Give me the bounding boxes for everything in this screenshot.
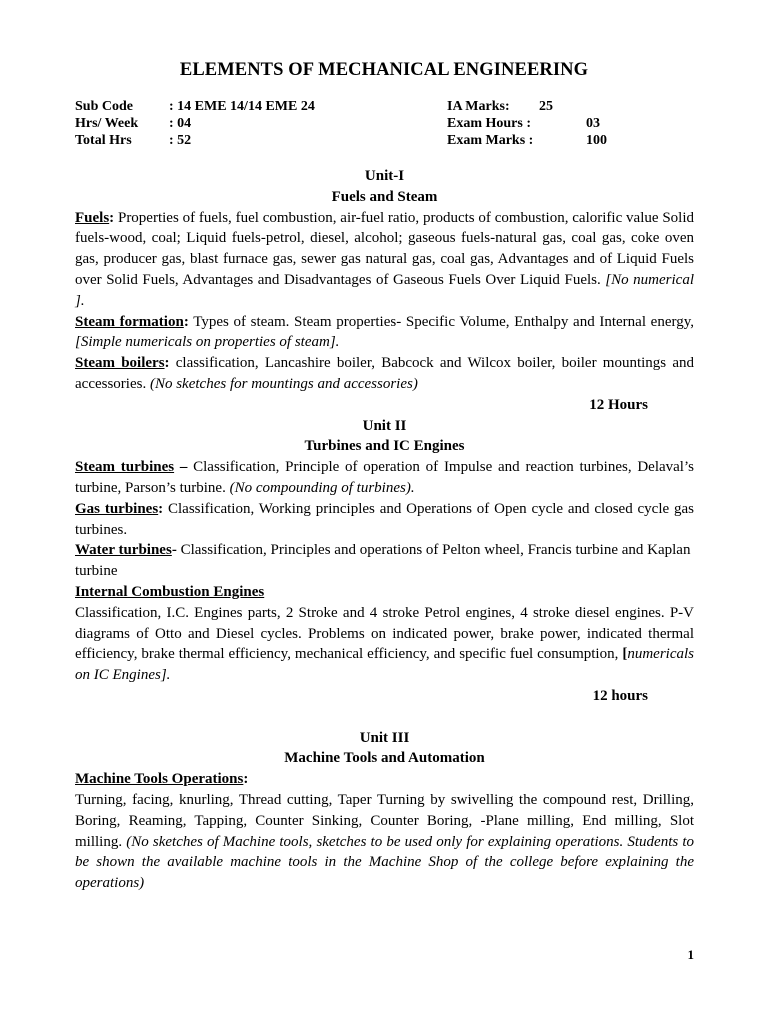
mto-note: (No sketches of Machine tools, sketches to be used only for explaining operations. Students to be shown the available machine tools in the Machine Shop of the college before explaining the operations) [75,833,694,892]
unit-2-subheading: Turbines and IC Engines [304,438,465,455]
hrs-week-label: Hrs/ Week [75,116,139,131]
gas-turbines-text: Classification, Working principles and Operations of Open cycle and closed cycle gas turbines. [75,500,694,538]
steam-turbines-note: (No compounding of turbines). [229,479,415,496]
ia-marks-label: IA Marks: [447,99,510,114]
water-turbines-label: Water turbines [75,542,172,559]
mto-heading-line [75,769,694,790]
water-turbines-text: Classification, Principles and operations of Pelton wheel, Francis turbine and Kaplan turbine [75,542,691,580]
ice-note: numericals on IC Engines]. [75,646,694,684]
unit-1-heading: Unit-I [364,168,405,184]
exam-hours-row [447,115,667,132]
unit-2-heading: Unit II [362,417,407,434]
steam-turbines-label: Steam turbines [75,459,175,476]
steam-formation-paragraph [75,312,694,354]
fuels-paragraph [75,208,694,312]
steam-formation-label: Steam formation [75,313,184,330]
ice-heading: Internal Combustion Engines [75,583,265,600]
total-hrs-row [75,132,405,149]
ia-marks-row [447,98,667,115]
exam-marks-value: 100 [586,133,607,148]
mto-paragraph [75,790,694,894]
total-hrs-label: Total Hrs [75,133,132,148]
hrs-week-row [75,115,405,132]
exam-hours-value: 03 [586,116,600,131]
steam-formation-text: Types of steam. Steam properties- Specific Volume, Enthalpy and Internal energy, [188,313,694,330]
course-meta-left [75,98,405,149]
unit-1-hours: 12 Hours [589,396,648,413]
fuels-colon: : [109,209,115,226]
fuels-label: Fuels [75,209,110,226]
exam-marks-row [447,132,667,149]
steam-boilers-note: (No sketches for mountings and accessories) [149,375,418,392]
ice-text: Classification, I.C. Engines parts, 2 Stroke and 4 stroke Petrol engines, 4 stroke diesel engines. P-V diagrams of Otto and Diesel cycles. Problems on indicated power, brake power, indicated thermal efficiency, brake thermal efficiency, mechanical efficiency, and specific fuel consumption, [75,604,694,663]
water-turbines-paragraph [75,540,694,582]
mto-label: Machine Tools Operations [75,771,244,788]
unit-1-subheading: Fuels and Steam [331,188,438,205]
hrs-week-value: : 04 [169,116,192,131]
water-turbines-dash: - [171,542,177,559]
steam-formation-colon: : [183,313,189,330]
syllabus-body [75,166,694,894]
spacer [75,707,694,728]
exam-marks-label: Exam Marks : [447,133,534,148]
steam-turbines-text: Classification, Principle of operation of Impulse and reaction turbines, Delaval’s turbine, Parson’s turbine. [75,459,694,496]
sub-code-value: : 14 EME 14/14 EME 24 [169,99,315,114]
unit-3-subheading: Machine Tools and Automation [284,750,485,767]
ice-bracket: [ [622,646,628,663]
mto-colon: : [243,771,249,788]
gas-turbines-label: Gas turbines [75,500,159,517]
steam-boilers-paragraph [75,353,694,395]
page-title: ELEMENTS OF MECHANICAL ENGINEERING [179,60,589,80]
total-hrs-value: : 52 [169,133,192,148]
fuels-text: Properties of fuels, fuel combustion, air-fuel ratio, products of combustion, calorific value Solid fuels-wood, coal; Liquid fuels-petrol, diesel, alcohol; gaseous fuels-natural gas, coal gas, coke oven gas, producer gas, blast furnace gas, sewer gas natural gas, coal gas, Advantages and of Liquid Fuels over Solid Fuels, Advantages and Disadvantages of Gaseous Fuels Over Liquid Fuels. [75,209,694,288]
mto-text: Turning, facing, knurling, Thread cutting, Taper Turning by swivelling the compound rest, Drilling, Boring, Reaming, Tapping, Counter Sinking, Counter Boring, -Plane milling, End milling, Slot milling. [75,791,694,850]
steam-boilers-label: Steam boilers [75,355,165,372]
steam-turbines-paragraph [75,457,694,499]
sub-code-label: Sub Code [75,99,133,114]
steam-formation-note: [Simple numericals on properties of steam]. [75,334,340,351]
gas-turbines-paragraph [75,499,694,541]
gas-turbines-colon: : [158,500,164,517]
sub-code-row [75,98,405,115]
unit-3-heading: Unit III [359,729,410,746]
steam-turbines-dash: – [174,459,188,476]
steam-boilers-text: classification, Lancashire boiler, Babcock and Wilcox boiler, boiler mountings and accessories. [75,355,694,392]
steam-boilers-colon: : [164,355,170,372]
page-number: 1 [687,947,694,962]
unit-2-hours: 12 hours [592,687,648,704]
fuels-note: [No numerical ]. [75,271,694,309]
exam-hours-label: Exam Hours : [447,116,531,131]
course-meta-right [447,98,667,149]
ia-marks-value: 25 [539,99,553,114]
ice-paragraph [75,603,694,686]
